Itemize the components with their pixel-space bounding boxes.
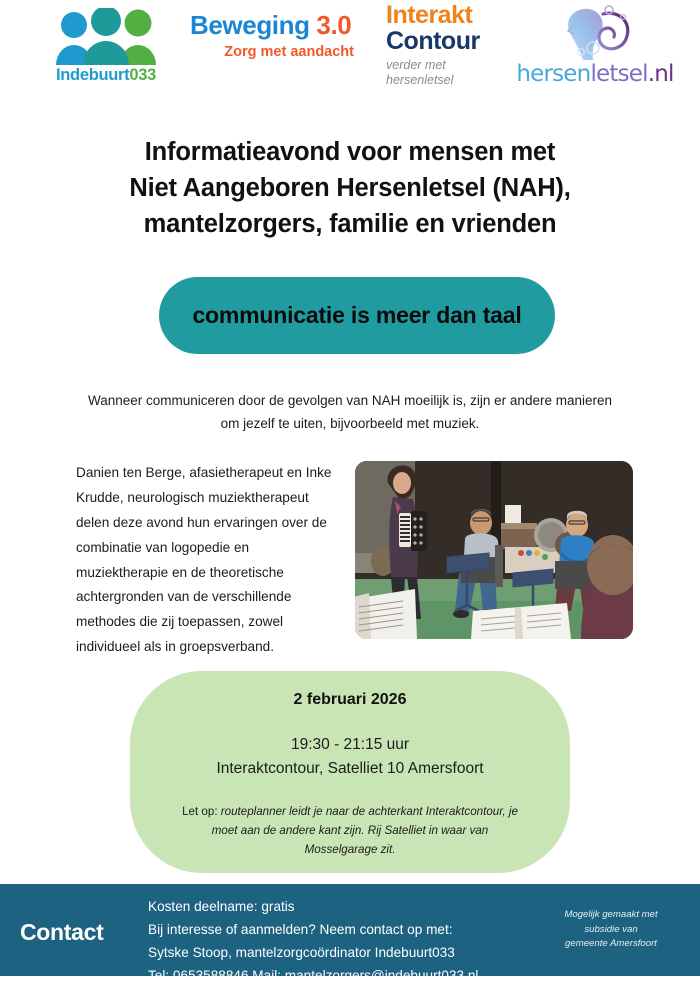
- event-route-note-text: routeplanner leidt je naar de achterkant Interaktcontour, je moet aan de andere kant zijn. Rij Satelliet in waar van Mosselgarage zit.: [211, 805, 518, 856]
- interakt-contour-logo[interactable]: [386, 3, 506, 88]
- contact-footer: [0, 884, 700, 984]
- beweging-tagline: Zorg met aandacht: [224, 44, 354, 61]
- head-profile-swirl-icon: [535, 4, 655, 60]
- page-title-line-3: mantelzorgers, familie en vrienden: [143, 210, 557, 239]
- hersenletsel-wordmark: [505, 63, 685, 86]
- page-title-line-2: Niet Aangeboren Hersenletsel (NAH),: [129, 174, 571, 203]
- theme-banner: [159, 277, 555, 354]
- contour-word: Contour: [386, 27, 480, 55]
- subsidy-credit-line-3: gemeente Amersfoort: [565, 938, 657, 950]
- contact-signup-line: Bij interesse of aanmelden? Neem contact op met:: [148, 922, 453, 938]
- hersenletsel-word-part1: hersen: [516, 61, 591, 87]
- interakt-tagline-line2: hersenletsel: [386, 73, 454, 87]
- contact-person-line: Sytske Stoop, mantelzorgcoördinator Indebuurt033: [148, 945, 455, 961]
- three-people-icon: [54, 8, 158, 66]
- contact-phone-mail-line[interactable]: Tel: 0653588846 Mail: mantelzorgers@indebuurt033.nl: [148, 968, 479, 984]
- indebuurt-word-a: Indebuurt: [55, 66, 130, 84]
- contact-cost-line: Kosten deelname: gratis: [148, 899, 295, 914]
- interakt-word: Interakt: [386, 1, 473, 29]
- description-paragraph: Danien ten Berge, afasietherapeut en Inke Krudde, neurologisch muziektherapeut delen deze avond hun ervaringen over de combinatie van logopedie en muziektherapie en de theoretische achtergronden van de verschillende methodes die zij toepassen, zowel individueel als in groepsverband.: [76, 465, 332, 655]
- intro-paragraph: Wanneer communiceren door de gevolgen van NAH moeilijk is, zijn er andere manieren om jezelf te uiten, bijvoorbeeld met muziek.: [87, 393, 612, 432]
- contact-heading: Contact: [20, 919, 104, 945]
- event-location: Interaktcontour, Satelliet 10 Amersfoort: [216, 760, 484, 777]
- event-route-note-label: Let op:: [182, 805, 218, 818]
- event-route-note: [130, 803, 570, 859]
- interakt-tagline-line1: verder met: [386, 58, 446, 73]
- logo-bar: [0, 0, 700, 108]
- indebuurt033-logo[interactable]: [30, 8, 182, 84]
- subsidy-credit: [544, 908, 678, 952]
- event-details-box: [130, 671, 570, 873]
- event-photo: [355, 461, 633, 639]
- page-title-line-1: Informatieavond voor mensen met: [144, 138, 556, 166]
- hersenletsel-nl-logo[interactable]: [505, 4, 685, 86]
- indebuurt-wordmark: [30, 67, 182, 84]
- music-therapy-photo: [355, 461, 633, 639]
- beweging-version: 3.0: [316, 10, 352, 40]
- hersenletsel-word-part2: letsel: [590, 61, 648, 87]
- subsidy-credit-line-1: Mogelijk gemaakt met: [564, 909, 658, 920]
- event-date: 2 februari 2026: [293, 691, 407, 708]
- indebuurt-word-b: 033: [129, 66, 156, 84]
- hersenletsel-word-part3: .nl: [647, 61, 674, 87]
- beweging-word: Beweging: [190, 10, 310, 40]
- event-time: 19:30 - 21:15 uur: [290, 736, 410, 753]
- beweging-wordmark: [190, 12, 370, 39]
- page-title: [0, 134, 700, 243]
- contact-details: [148, 895, 548, 987]
- theme-banner-text: communicatie is meer dan taal: [192, 302, 522, 328]
- interakt-tagline: [386, 58, 506, 88]
- beweging-30-logo[interactable]: [190, 12, 370, 60]
- subsidy-credit-line-2: subsidie van: [584, 923, 638, 935]
